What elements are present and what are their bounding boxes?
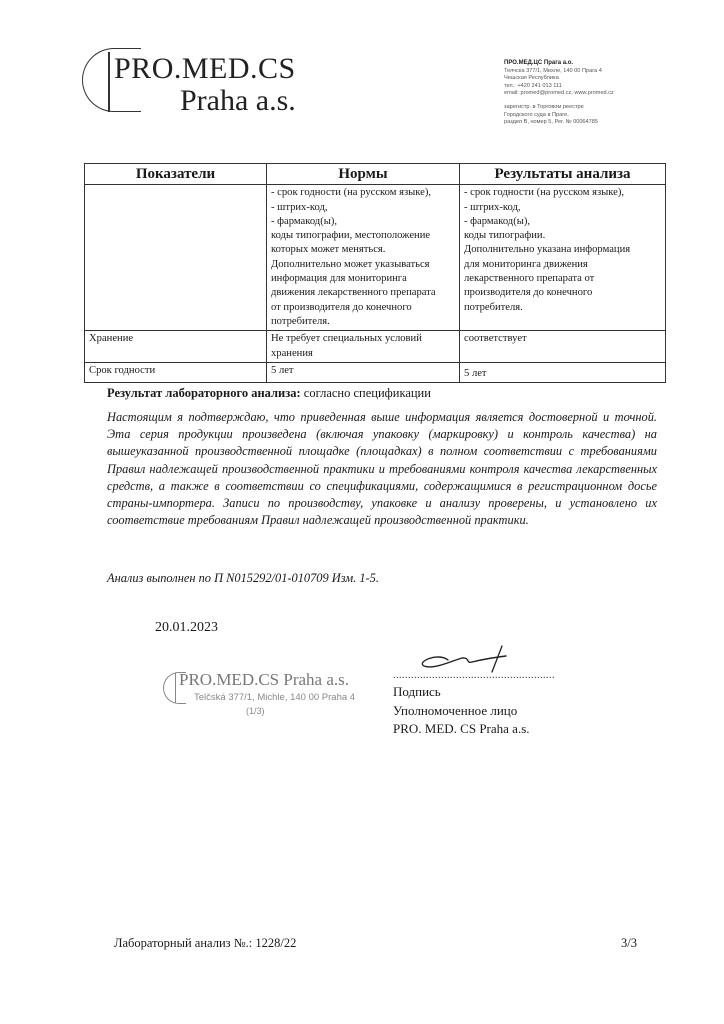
norm-line: потребителя. — [271, 315, 330, 327]
result-line: - срок годности (на русском языке), — [464, 187, 625, 199]
lab-result — [107, 386, 431, 401]
logo-line2: Praha a.s. — [180, 84, 296, 117]
document-date: 20.01.2023 — [155, 620, 218, 635]
norm-line: движения лекарственного препарата — [271, 287, 436, 299]
page-number: 3/3 — [621, 936, 637, 950]
row2-norm: Не требует специальных условий хранения — [267, 331, 460, 363]
company-info — [504, 60, 704, 127]
footer-lab-analysis: Лабораторный анализ №.: 1228/22 — [114, 936, 297, 950]
stamp-bar-icon — [175, 673, 176, 703]
signatory-company: PRO. MED. CS Praha a.s. — [393, 721, 530, 736]
stamp-line3: (1/3) — [246, 706, 265, 716]
result-line: лекарственного препарата от — [464, 273, 595, 285]
header-indicators: Показатели — [85, 164, 267, 185]
header-results: Результаты анализа — [460, 164, 666, 185]
norm-line: - штрих-код, — [271, 201, 328, 213]
result-line: для мониторинга движения — [464, 258, 588, 270]
result-line: - фармакод(ы), — [464, 215, 531, 227]
norm-line: которых может меняться. — [271, 244, 386, 256]
row3-name: Срок годности — [85, 362, 267, 382]
row1-name — [85, 185, 267, 331]
signature-label: Подпись — [393, 684, 441, 699]
registry-info-line: раздел B, номер 5, Рег. № 00064785 — [504, 119, 598, 126]
row1-norms — [267, 185, 460, 331]
result-line: Дополнительно указана информация — [464, 244, 631, 256]
result-line: коды типографии. — [464, 230, 546, 242]
row3-result: 5 лет — [460, 362, 666, 382]
registry-info-line: Городского суда в Праге, — [504, 111, 569, 118]
norm-line: - фармакод(ы), — [271, 215, 338, 227]
company-info-line: email: promed@promed.cz, www.promed.cz — [504, 90, 614, 97]
signatory-role: Уполномоченное лицо — [393, 703, 518, 718]
result-line: производителя до конечного — [464, 287, 593, 299]
result-label: Результат лабораторного анализа: — [107, 386, 301, 400]
norm-line: информация для мониторинга — [271, 273, 407, 285]
norm-line: - срок годности (на русском языке), — [271, 187, 432, 199]
table-row — [85, 331, 666, 363]
signature-icon — [410, 640, 520, 674]
row2-name: Хранение — [85, 331, 267, 363]
row2-result: соответствует — [460, 331, 666, 363]
confirmation-paragraph: Настоящим я подтверждаю, что приведенная выше информация является достоверной и точной. Эта серия продукции произведена (включая упаковку (маркировку) и контроль качества) на вышеуказанной производственной площадке (площадках) в полном соответствии с требованиями Правил надлежащей производственной практики и требованиями контроля качества лекарственных средств, а также в соответствии со спецификациями, содержащимися в регистрационном досье страны-импортера. Записи по производству, упаковке и анализу проверены, и установлено их соответствие требованиям Правил надлежащей производственной практики. — [107, 410, 657, 528]
stamp-line1: PRO.MED.CS Praha a.s. — [179, 670, 350, 689]
row1-results — [460, 185, 666, 331]
company-info-line: Телчска 377/1, Михле, 140 00 Прага 4 — [504, 67, 602, 74]
row3-norm: 5 лет — [267, 362, 460, 382]
signature-line: ...................................................... — [393, 670, 555, 681]
table-header-row — [85, 164, 666, 185]
result-line: - штрих-код, — [464, 201, 521, 213]
logo-bar-icon — [108, 52, 110, 112]
header-norms: Нормы — [267, 164, 460, 185]
stamp-line2: Telčská 377/1, Michle, 140 00 Praha 4 — [194, 692, 356, 703]
specification-table — [84, 163, 666, 383]
result-value: согласно спецификации — [300, 386, 431, 400]
company-info-line: тел.: +420 241 013 111 — [504, 82, 562, 89]
analysis-note: Анализ выполнен по П N015292/01-010709 Изм. 1-5. — [107, 571, 379, 585]
company-info-line: ПРО.МЕД.ЦС Прага а.о. — [504, 60, 574, 66]
norm-line: от производителя до конечного — [271, 301, 412, 313]
table-row — [85, 185, 666, 331]
registry-info-line: зарегистр. в Торговом реестре — [504, 103, 584, 110]
company-info-line: Чешская Республика — [504, 75, 559, 82]
norm-line: коды типографии, местоположение — [271, 230, 431, 242]
table-row — [85, 362, 666, 382]
norm-line: Дополнительно может указываться — [271, 258, 430, 270]
result-line: потребителя. — [464, 301, 523, 313]
logo-line1: PRO.MED.CS — [114, 52, 296, 85]
